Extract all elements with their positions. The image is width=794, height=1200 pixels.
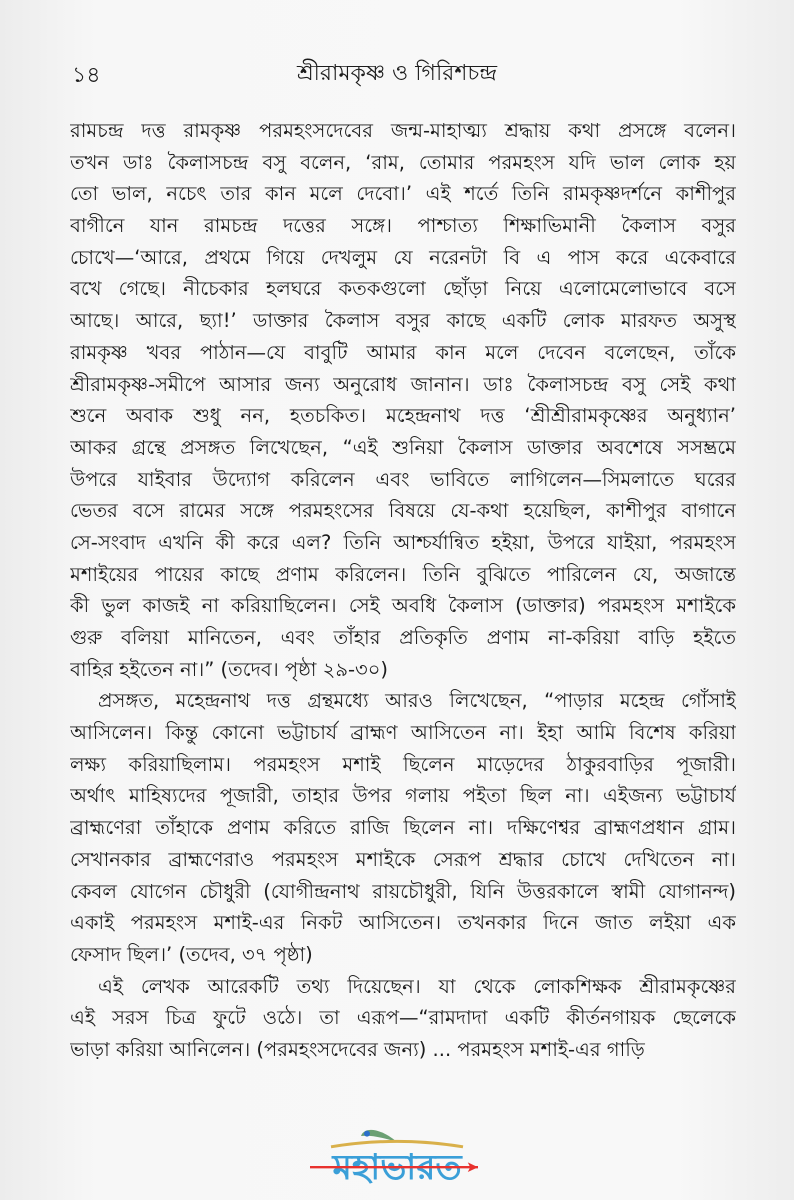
text-line: সেখানকার ব্রাহ্মণেরাও পরমহংস মশাইকে সেরূপ শ্রদ্ধার চোখে দেখিতেন না। — [70, 847, 736, 871]
text-line: রামচন্দ্র দত্ত রামকৃষ্ণ পরমহংসদেবের জন্ম-মাহাত্ম্য শ্রদ্ধায় কথা প্রসঙ্গে বলেন। — [70, 119, 736, 142]
text-line: লক্ষ্য করিয়াছিলাম। পরমহংস মশাই ছিলেন মাড়েদের ঠাকুরবাড়ির পূজারী। — [70, 752, 736, 776]
text-line: প্রসঙ্গত, মহেন্দ্রনাথ দত্ত গ্রন্থমধ্যে আরও লিখেছেন, “পাড়ার মহেন্দ্র গোঁসাই — [98, 689, 736, 713]
text-line: কেবল যোগেন চৌধুরী (যোগীন্দ্রনাথ রায়চৌধুরী, যিনি উত্তরকালে স্বামী যোগানন্দ) — [70, 879, 736, 903]
text-line: তো ভাল, নচেৎ তার কান মলে দেবো।’ এই শর্তে তিনি রামকৃষ্ণদর্শনে কাশীপুর — [70, 182, 736, 206]
text-line: চোখে—‘আরে, প্রথমে গিয়ে দেখলুম যে নরেনটা বি এ পাস করে একেবারে — [70, 245, 736, 269]
watermark-logo — [297, 1124, 497, 1196]
text-line: ব্রাহ্মণেরা তাঁহাকে প্রণাম করিতে রাজি ছিলেন না। দক্ষিণেশ্বর ব্রাহ্মণপ্রধান গ্রাম। — [70, 816, 736, 840]
text-line: ভাড়া করিয়া আনিলেন। (পরমহংসদেবের জন্য) ... পরমহংস মশাই-এর গাড়ি — [70, 1037, 645, 1061]
text-line: ভেতর বসে রামের সঙ্গে পরমহংসের বিষয়ে যে-কথা হয়েছিল, কাশীপুর বাগানে — [70, 499, 736, 523]
text-line: উপরে যাইবার উদ্যোগ করিলেন এবং ভাবিতে লাগিলেন—সিমলাতে ঘরের — [70, 467, 736, 491]
page-number: ১৪ — [72, 63, 101, 88]
feather-eye-icon — [364, 1131, 370, 1137]
text-line: তখন ডাঃ কৈলাসচন্দ্র বসু বলেন, ‘রাম, তোমার পরমহংস যদি ভাল লোক হয় — [70, 150, 736, 174]
running-title: শ্রীরামকৃষ্ণ ও গিরিশচন্দ্র — [296, 61, 498, 86]
text-line: বখে গেছে। নীচেকার হলঘরে কতকগুলো ছোঁড়া নিয়ে এলোমেলোভাবে বসে — [70, 277, 736, 301]
watermark-text: মহাভারত — [332, 1148, 462, 1189]
flute-icon — [331, 1141, 463, 1146]
text-line: আছে। আরে, ছ্যা!’ ডাক্তার কৈলাস বসুর কাছে একটি লোক মারফত অসুস্থ — [70, 309, 736, 333]
text-line: গুরু বলিয়া মানিতেন, এবং তাঁহার প্রতিকৃতি প্রণাম না-করিয়া বাড়ি হইতে — [70, 626, 736, 649]
text-line: বাগীনে যান রামচন্দ্র দত্তের সঙ্গে। পাশ্চাত্য শিক্ষাভিমানী কৈলাস বসুর — [70, 214, 736, 238]
text-line: এই লেখক আরেকটি তথ্য দিয়েছেন। যা থেকে লোকশিক্ষক শ্রীরামকৃষ্ণের — [98, 974, 736, 998]
text-line: আকর গ্রন্থে প্রসঙ্গত লিখেছেন, “এই শুনিয়া কৈলাস ডাক্তার অবশেষে সসম্ভ্রমে — [70, 435, 736, 459]
text-line: অর্থাৎ মাহিষ্যদের পূজারী, তাহার উপর গলায় পইতা ছিল না। এইজন্য ভট্টাচার্য — [70, 784, 736, 808]
text-line: শুনে অবাক শুধু নন, হতচকিত। মহেন্দ্রনাথ দত্ত ‘শ্রীশ্রীরামকৃষ্ণের অনুধ্যান’ — [70, 404, 736, 428]
text-line: রামকৃষ্ণ খবর পাঠান—যে বাবুটি আমার কান মলে দেবেন বলেছেন, তাঁকে — [70, 340, 736, 364]
text-line: বাহির হইতেন না।” (তদেব। পৃষ্ঠা ২৯-৩০) — [70, 657, 388, 681]
text-line: শ্রীরামকৃষ্ণ-সমীপে আসার জন্য অনুরোধ জানান। ডাঃ কৈলাসচন্দ্র বসু সেই কথা — [70, 372, 736, 396]
text-line: সে-সংবাদ এখনি কী করে এল? তিনি আশ্চর্যান্বিত হইয়া, উপরে যাইয়া, পরমহংস — [70, 530, 736, 554]
text-line: একাই পরমহংস মশাই-এর নিকট আসিতেন। তখনকার দিনে জাত লইয়া এক — [70, 911, 736, 935]
feather-icon — [361, 1130, 397, 1142]
arrow-head-icon — [468, 1162, 478, 1172]
text-line: আসিলেন। কিন্তু কোনো ভট্টাচার্য ব্রাহ্মণ আসিতেন না। ইহা আমি বিশেষ করিয়া — [70, 721, 736, 745]
page-body — [70, 115, 736, 1066]
text-line: ফেসাদ ছিল।’ (তদেব, ৩৭ পৃষ্ঠা) — [70, 942, 313, 966]
text-line: এই সরস চিত্র ফুটে ওঠে। তা এরূপ—“রামদাদা একটি কীর্তনগায়ক ছেলেকে — [70, 1006, 736, 1030]
text-line: মশাইয়ের পায়ের কাছে প্রণাম করিলেন। তিনি বুঝিতে পারিলেন যে, অজান্তে — [70, 562, 736, 586]
text-line: কী ভুল কাজই না করিয়াছিলেন। সেই অবধি কৈলাস (ডাক্তার) পরমহংস মশাইকে — [70, 594, 736, 618]
